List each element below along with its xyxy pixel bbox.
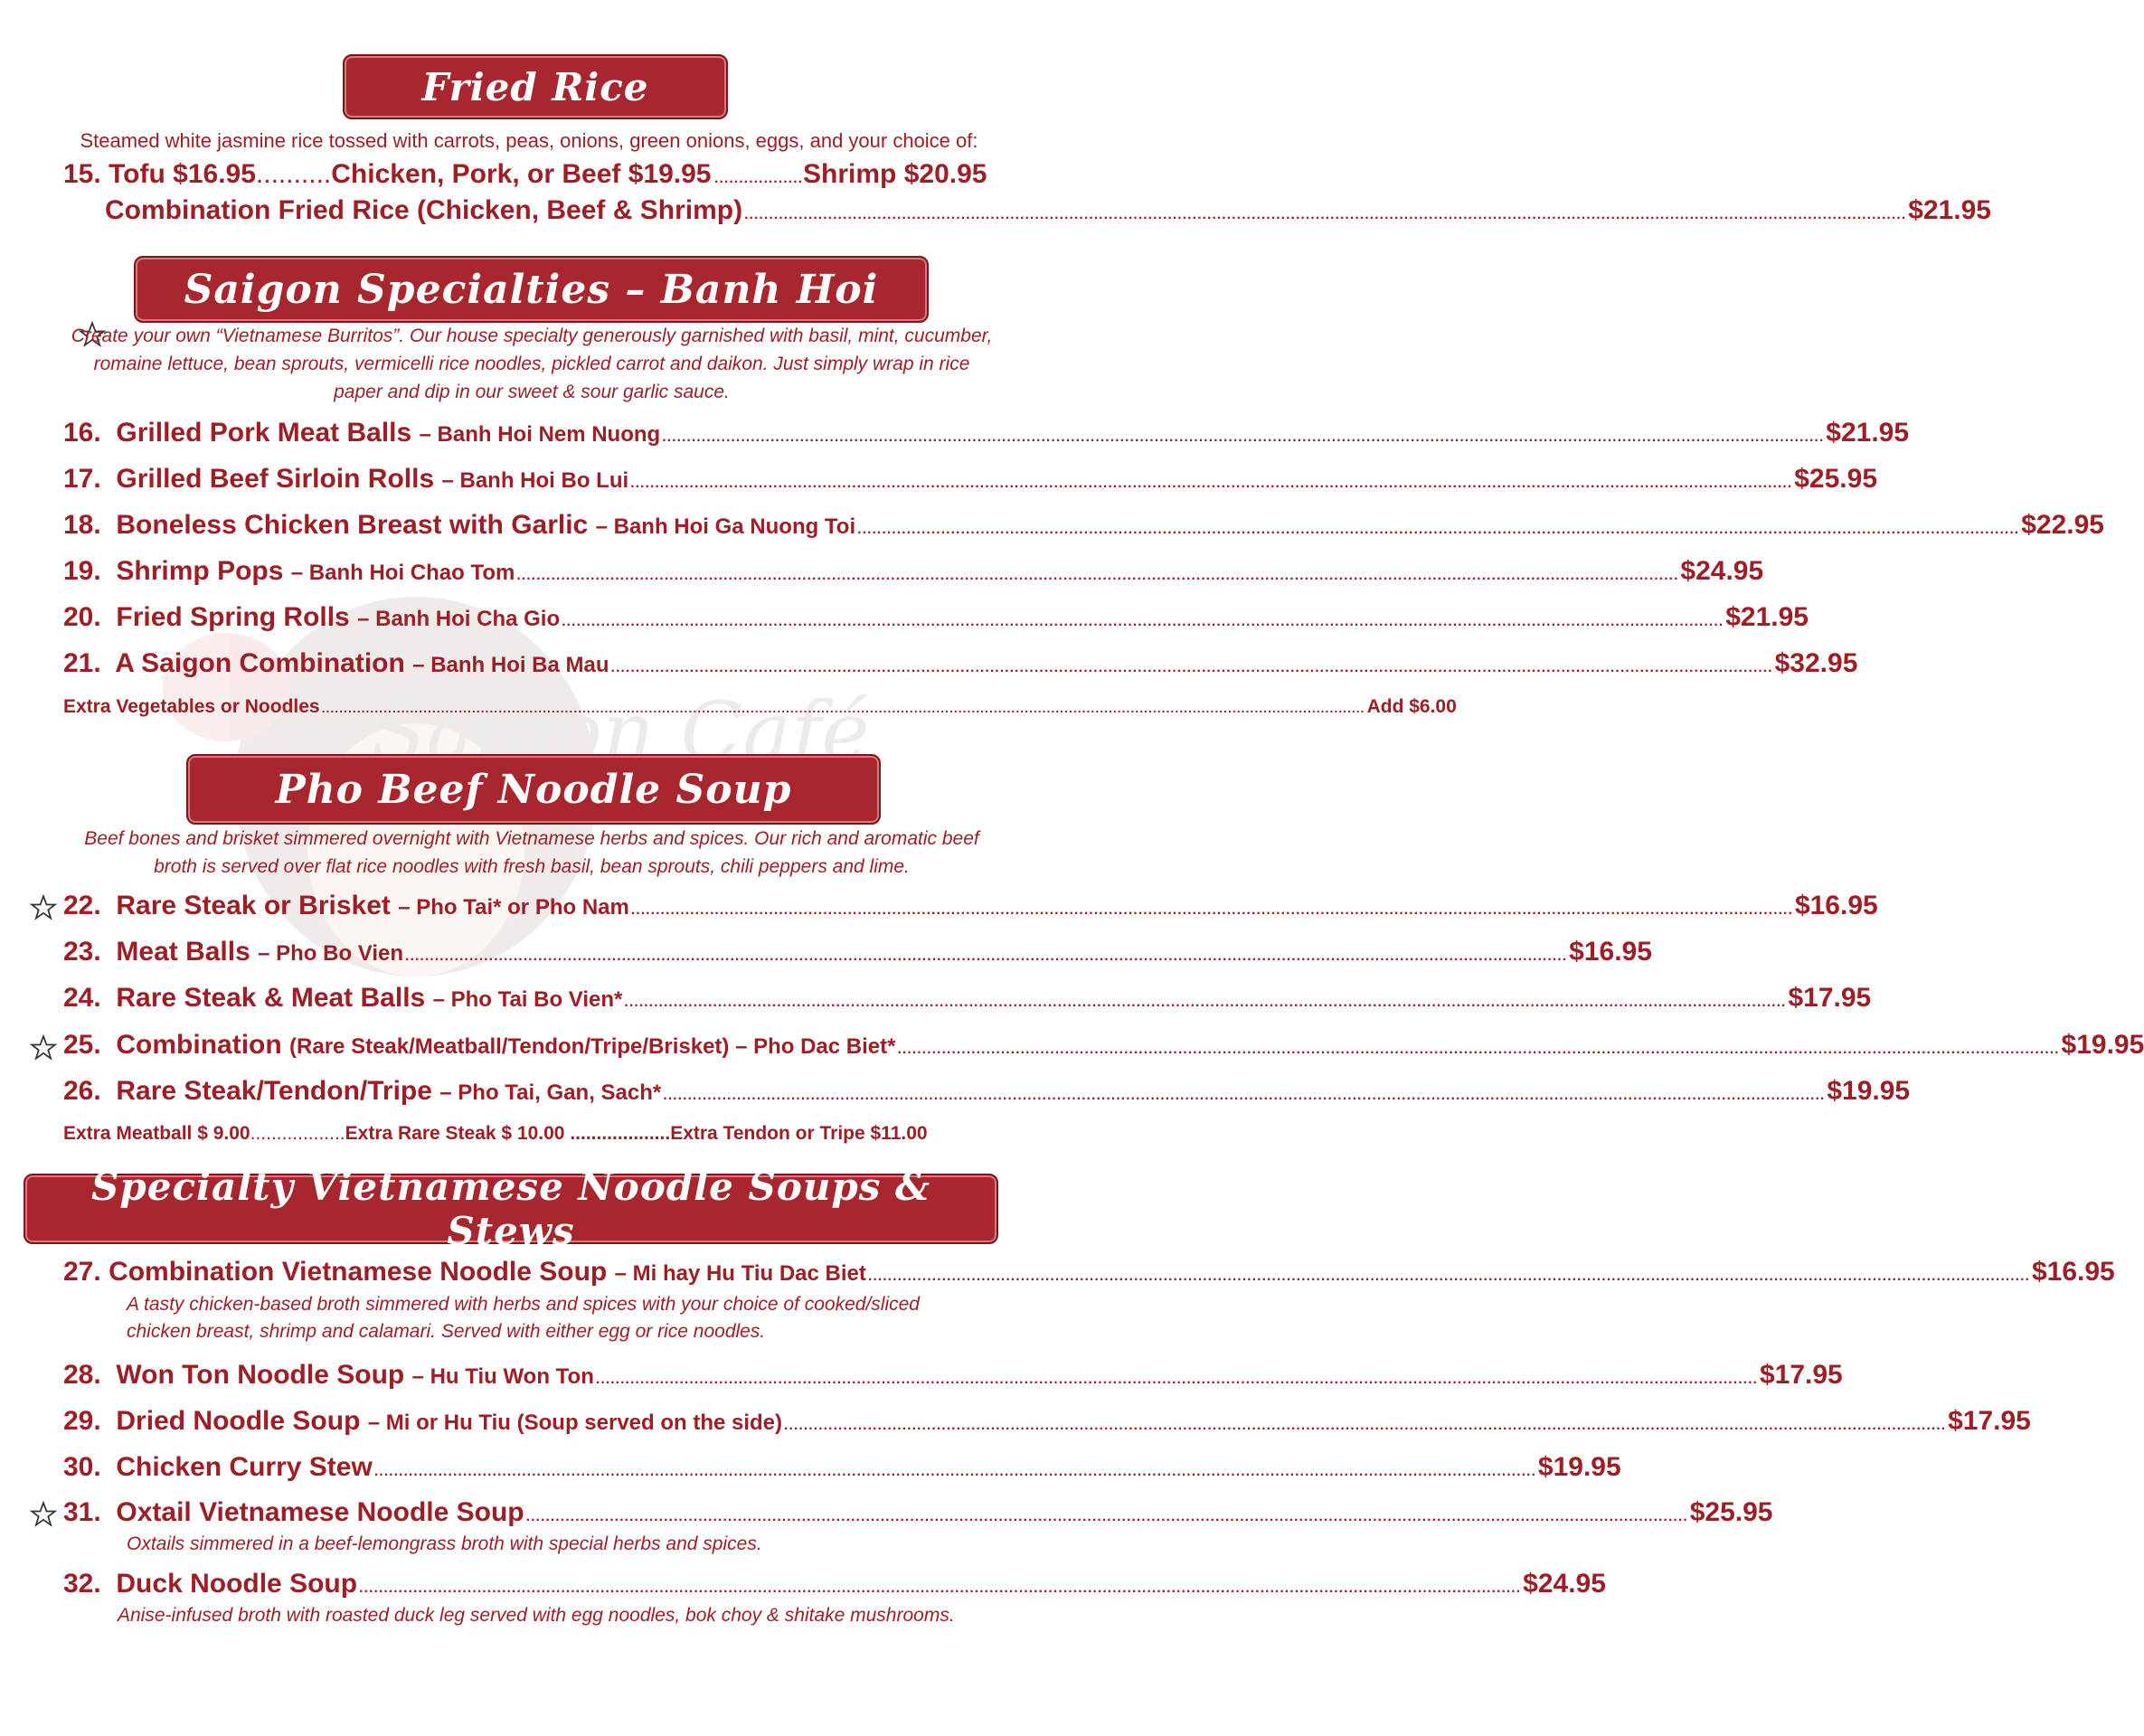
dot-leader: .......... — [255, 159, 332, 189]
menu-item-31: 31. Oxtail Vietnamese Noodle Soup ..... $25.95 — [63, 1497, 1001, 1528]
dot-leader — [857, 522, 2019, 538]
item-name: Rare Steak & Meat Balls — [116, 983, 426, 1013]
item-number: 15. — [63, 159, 101, 189]
fried-rice-title: Fried Rice — [421, 64, 649, 109]
item-name: Combination — [116, 1030, 282, 1060]
item-name: Duck Noodle Soup — [116, 1569, 358, 1599]
menu-item-16: 16. Grilled Pork Meat Balls – Banh Hoi Nem Nuong ..... $21.95 — [63, 418, 1001, 448]
menu-item-32: 32. Duck Noodle Soup ..... $24.95 — [63, 1569, 1001, 1599]
item-note: Anise-infused broth with roasted duck leg served with egg noodles, bok choy & shitake mushrooms. — [118, 1605, 955, 1626]
dot-leader — [663, 1088, 1825, 1104]
menu-item-21: 21. A Saigon Combination – Banh Hoi Ba Mau ..... $32.95 — [63, 648, 1001, 679]
fried-rice-tofu: Tofu $16.95 — [109, 159, 256, 189]
item-name: Grilled Pork Meat Balls — [116, 418, 412, 448]
item-price: $24.95 — [1680, 556, 1764, 586]
fried-rice-shrimp: ..................Shrimp $20.95 — [714, 159, 987, 189]
menu-item-17: 17. Grilled Beef Sirloin Rolls – Banh Hoi Bo Lui ..... $25.95 — [63, 464, 1001, 495]
menu-item-27: 27. Combination Vietnamese Noodle Soup – Mi hay Hu Tiu Dac Biet ..... $16.95 — [63, 1257, 1001, 1288]
menu-item-22: 22. Rare Steak or Brisket – Pho Tai* or Pho Nam ..... $16.95 — [63, 891, 1001, 921]
specialty-banner — [24, 1165, 998, 1253]
menu-item-24: 24. Rare Steak & Meat Balls – Pho Tai Bo Vien* ..... $17.95 — [63, 983, 1001, 1014]
dot-leader — [868, 1269, 2030, 1285]
item-name: Rare Steak/Tendon/Tripe — [116, 1076, 432, 1106]
specialty-title: Specialty Vietnamese Noodle Soups & Stews — [91, 1165, 930, 1253]
item-name: Extra Vegetables or Noodles — [63, 696, 320, 717]
fried-rice-line-1 — [63, 159, 711, 190]
item-name: Rare Steak or Brisket — [116, 891, 391, 920]
item-name: Combination Vietnamese Noodle Soup — [109, 1257, 608, 1287]
item-name: Oxtail Vietnamese Noodle Soup — [116, 1497, 524, 1527]
menu-item-19: 19. Shrimp Pops – Banh Hoi Chao Tom ..... $24.95 — [63, 556, 1001, 587]
item-name: A Saigon Combination — [115, 648, 405, 678]
item-name: Boneless Chicken Breast with Garlic — [116, 510, 589, 540]
menu-item-20: 20. Fried Spring Rolls – Banh Hoi Cha Gio ..... $21.95 — [63, 602, 1001, 633]
star-icon — [31, 1035, 56, 1061]
dot-leader — [596, 1372, 1758, 1388]
dot-leader — [405, 948, 1567, 965]
star-icon — [31, 1502, 56, 1527]
item-price: $16.95 — [1794, 891, 1878, 920]
banh-hoi-extra-row — [63, 696, 1457, 718]
dot-leader — [516, 568, 1678, 584]
item-price: $32.95 — [1774, 648, 1858, 678]
item-price: $24.95 — [1523, 1569, 1606, 1599]
pho-description: Beef bones and brisket simmered overnight with Vietnamese herbs and spices. Our rich and aromatic beef broth is served over flat rice noodles with fresh basil, bean sprouts, chili peppers and lime. — [84, 828, 979, 877]
item-price: $17.95 — [1788, 983, 1872, 1013]
pho-banner — [186, 754, 881, 825]
fried-rice-description: Steamed white jasmine rice tossed with carrots, peas, onions, green onions, eggs, and your choice of: — [80, 129, 978, 152]
menu-item-23: 23. Meat Balls – Pho Bo Vien ..... $16.95 — [63, 937, 1001, 967]
dot-leader — [359, 1580, 1521, 1597]
dot-leader — [611, 660, 1773, 676]
item-price: $21.95 — [1908, 195, 1991, 225]
dot-leader — [631, 902, 1793, 919]
extra-tendon-tripe: Extra Tendon or Tripe $11.00 — [670, 1123, 928, 1144]
item-price: $16.95 — [2031, 1257, 2115, 1287]
item-name: Meat Balls — [116, 937, 250, 967]
banh-hoi-description: Create your own “Vietnamese Burritos”. Our house specialty generously garnished with basil, mint, cucumber, romaine lettuce, bean sprouts, vermicelli rice noodles, pickled carrot and daikon. Just simply wrap in rice paper and dip in our sweet & sour garlic sauce. — [71, 326, 993, 402]
menu-item-26: 26. Rare Steak/Tendon/Tripe – Pho Tai, Gan, Sach* ..... $19.95 — [63, 1076, 1001, 1107]
menu-item-30: 30. Chicken Curry Stew ..... $19.95 — [63, 1452, 1001, 1483]
extra-meatball: Extra Meatball $ 9.00 — [63, 1123, 250, 1144]
item-price: $25.95 — [1794, 464, 1878, 494]
watermark-text: Saigon Café — [371, 684, 870, 779]
menu-item-18: 18. Boneless Chicken Breast with Garlic – Banh Hoi Ga Nuong Toi ..... $22.95 — [63, 510, 1001, 541]
item-note: A tasty chicken-based broth simmered with herbs and spices with your choice of cooked/sliced chicken breast, shrimp and calamari. Served with either egg or rice noodles. — [127, 1294, 920, 1342]
item-price: $19.95 — [2061, 1030, 2144, 1060]
item-name: Dried Noodle Soup — [116, 1406, 361, 1436]
item-price: $21.95 — [1826, 418, 1910, 448]
item-price: Add $6.00 — [1366, 696, 1457, 717]
item-name: Combination Fried Rice (Chicken, Beef & Shrimp) — [105, 195, 743, 225]
item-price: $19.95 — [1537, 1452, 1621, 1482]
item-note: Oxtails simmered in a beef-lemongrass broth with special herbs and spices. — [127, 1533, 762, 1554]
pho-extras-row — [63, 1123, 928, 1145]
banh-hoi-title: Saigon Specialties – Banh Hoi — [184, 266, 879, 313]
dot-leader — [526, 1509, 1688, 1525]
dot-leader — [784, 1418, 1946, 1434]
menu-item-28: 28. Won Ton Noodle Soup – Hu Tiu Won Ton ..... $17.95 — [63, 1360, 1001, 1391]
item-name: Chicken Curry Stew — [116, 1452, 373, 1482]
dot-leader — [374, 1464, 1536, 1480]
fried-rice-combination-row — [105, 195, 1991, 226]
star-icon — [31, 895, 56, 920]
item-price: $22.95 — [2021, 510, 2104, 540]
item-price: $17.95 — [1948, 1406, 2031, 1436]
dot-leader — [897, 1042, 2059, 1058]
menu-item-29: 29. Dried Noodle Soup – Mi or Hu Tiu (Soup served on the side) ..... $17.95 — [63, 1406, 1001, 1437]
extra-rare-steak: Extra Rare Steak $ 10.00 — [345, 1123, 565, 1144]
menu-item-25: 25. Combination (Rare Steak/Meatball/Tendon/Tripe/Brisket) – Pho Dac Biet* ..... $19.95 — [63, 1030, 1001, 1061]
item-name: Won Ton Noodle Soup — [116, 1360, 405, 1390]
dot-leader — [744, 207, 1906, 223]
dot-leader — [322, 701, 1365, 715]
fried-rice-banner — [343, 54, 728, 119]
item-name: Grilled Beef Sirloin Rolls — [116, 464, 435, 494]
item-price: $19.95 — [1827, 1076, 1911, 1106]
banh-hoi-banner — [134, 256, 929, 323]
dot-leader — [662, 429, 1824, 446]
dot-leader: ................... — [570, 1123, 671, 1144]
dot-leader — [630, 476, 1792, 492]
dot-leader: .................. — [250, 1123, 345, 1144]
fried-rice-meat: Chicken, Pork, or Beef $19.95 — [331, 159, 712, 189]
dot-leader — [562, 614, 1724, 630]
item-price: $21.95 — [1725, 602, 1809, 632]
item-name: Shrimp Pops — [116, 556, 284, 586]
item-price: $25.95 — [1689, 1497, 1773, 1527]
item-price: $17.95 — [1759, 1360, 1843, 1390]
item-name: Fried Spring Rolls — [116, 602, 350, 632]
pho-title: Pho Beef Noodle Soup — [275, 766, 792, 813]
item-price: $16.95 — [1569, 937, 1652, 967]
dot-leader — [624, 995, 1786, 1011]
